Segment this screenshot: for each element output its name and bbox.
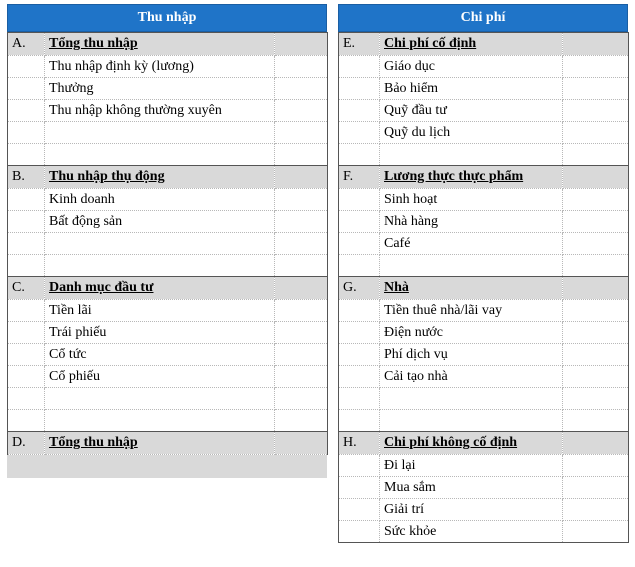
row-label-cell[interactable]: Điện nước xyxy=(380,322,563,344)
section-value-cell[interactable] xyxy=(275,432,328,455)
row-index-cell[interactable] xyxy=(8,100,45,122)
row-index-cell[interactable] xyxy=(8,189,45,211)
section-value-cell[interactable] xyxy=(275,277,328,300)
row-index-cell[interactable] xyxy=(8,322,45,344)
row-label-cell[interactable] xyxy=(45,388,275,410)
row-value-cell[interactable] xyxy=(275,344,328,366)
row-label-cell[interactable]: Sinh hoạt xyxy=(380,189,563,211)
income-panel xyxy=(7,4,327,478)
row-value-cell[interactable] xyxy=(275,189,328,211)
row-value-cell[interactable] xyxy=(563,521,629,543)
row-value-cell[interactable] xyxy=(275,366,328,388)
row-value-cell[interactable] xyxy=(563,211,629,233)
row-label-cell[interactable]: Café xyxy=(380,233,563,255)
row-label-cell[interactable]: Cải tạo nhà xyxy=(380,366,563,388)
table-row[interactable] xyxy=(339,122,629,144)
row-value-cell[interactable] xyxy=(275,211,328,233)
row-label-cell[interactable]: Mua sắm xyxy=(380,477,563,499)
row-value-cell[interactable] xyxy=(275,144,328,166)
row-label-cell[interactable]: Đi lại xyxy=(380,455,563,477)
row-value-cell[interactable] xyxy=(275,56,328,78)
section-title[interactable]: Nhà xyxy=(380,277,563,300)
row-index-cell[interactable] xyxy=(339,233,380,255)
section-title[interactable]: Tổng thu nhập xyxy=(45,33,275,56)
row-index-cell[interactable] xyxy=(339,344,380,366)
row-value-cell[interactable] xyxy=(563,388,629,410)
row-label-cell[interactable]: Thu nhập định kỳ (lương) xyxy=(45,56,275,78)
row-label-cell[interactable]: Cổ phiếu xyxy=(45,366,275,388)
row-label-cell[interactable]: Kinh doanh xyxy=(45,189,275,211)
row-value-cell[interactable] xyxy=(563,410,629,432)
row-value-cell[interactable] xyxy=(563,100,629,122)
row-label-cell[interactable]: Bất động sản xyxy=(45,211,275,233)
row-value-cell[interactable] xyxy=(275,233,328,255)
section-value-cell[interactable] xyxy=(563,166,629,189)
row-label-cell[interactable]: Tiền lãi xyxy=(45,300,275,322)
section-header-row[interactable] xyxy=(8,166,328,189)
table-row[interactable] xyxy=(339,144,629,166)
row-value-cell[interactable] xyxy=(563,477,629,499)
row-index-cell[interactable] xyxy=(339,366,380,388)
income-header: Thu nhập xyxy=(7,4,327,32)
row-label-cell[interactable] xyxy=(45,233,275,255)
row-label-cell[interactable]: Quỹ du lịch xyxy=(380,122,563,144)
section-header-row[interactable] xyxy=(8,33,328,56)
section-letter[interactable]: B. xyxy=(8,166,45,189)
row-value-cell[interactable] xyxy=(563,322,629,344)
row-label-cell[interactable] xyxy=(380,410,563,432)
row-index-cell[interactable] xyxy=(8,366,45,388)
section-letter[interactable]: A. xyxy=(8,33,45,56)
table-row[interactable] xyxy=(8,144,328,166)
row-value-cell[interactable] xyxy=(563,366,629,388)
row-label-cell[interactable]: Sức khỏe xyxy=(380,521,563,543)
section-letter[interactable]: G. xyxy=(339,277,380,300)
row-index-cell[interactable] xyxy=(339,78,380,100)
table-row[interactable] xyxy=(8,122,328,144)
table-row[interactable] xyxy=(339,344,629,366)
table-row[interactable] xyxy=(339,322,629,344)
table-row[interactable] xyxy=(8,344,328,366)
row-label-cell[interactable] xyxy=(45,410,275,432)
row-index-cell[interactable] xyxy=(8,410,45,432)
row-index-cell[interactable] xyxy=(8,255,45,277)
row-label-cell[interactable]: Cổ tức xyxy=(45,344,275,366)
section-header-row[interactable] xyxy=(339,166,629,189)
section-letter[interactable]: E. xyxy=(339,33,380,56)
row-value-cell[interactable] xyxy=(275,300,328,322)
row-value-cell[interactable] xyxy=(563,122,629,144)
row-value-cell[interactable] xyxy=(275,410,328,432)
row-label-cell[interactable]: Giải trí xyxy=(380,499,563,521)
row-value-cell[interactable] xyxy=(275,388,328,410)
table-row[interactable] xyxy=(339,388,629,410)
row-label-cell[interactable]: Thu nhập không thường xuyên xyxy=(45,100,275,122)
row-index-cell[interactable] xyxy=(339,122,380,144)
section-title[interactable]: Lương thực thực phẩm xyxy=(380,166,563,189)
row-label-cell[interactable] xyxy=(380,255,563,277)
section-letter[interactable]: F. xyxy=(339,166,380,189)
row-index-cell[interactable] xyxy=(8,388,45,410)
row-index-cell[interactable] xyxy=(339,100,380,122)
section-value-cell[interactable] xyxy=(275,166,328,189)
expense-header: Chi phí xyxy=(338,4,628,32)
row-index-cell[interactable] xyxy=(339,499,380,521)
row-index-cell[interactable] xyxy=(339,477,380,499)
row-index-cell[interactable] xyxy=(339,144,380,166)
row-value-cell[interactable] xyxy=(563,455,629,477)
row-index-cell[interactable] xyxy=(8,233,45,255)
row-label-cell[interactable] xyxy=(380,388,563,410)
table-row[interactable] xyxy=(339,211,629,233)
row-label-cell[interactable]: Phí dịch vụ xyxy=(380,344,563,366)
table-row[interactable] xyxy=(8,322,328,344)
section-value-cell[interactable] xyxy=(563,277,629,300)
section-header-row[interactable] xyxy=(339,33,629,56)
row-index-cell[interactable] xyxy=(339,410,380,432)
table-row[interactable] xyxy=(8,100,328,122)
row-label-cell[interactable] xyxy=(45,144,275,166)
section-value-cell[interactable] xyxy=(563,432,629,455)
row-label-cell[interactable] xyxy=(45,122,275,144)
row-value-cell[interactable] xyxy=(275,322,328,344)
row-index-cell[interactable] xyxy=(339,455,380,477)
income-footer-bar xyxy=(7,455,327,478)
table-row[interactable] xyxy=(339,366,629,388)
row-value-cell[interactable] xyxy=(563,300,629,322)
row-label-cell[interactable]: Bảo hiểm xyxy=(380,78,563,100)
section-value-cell[interactable] xyxy=(563,33,629,56)
row-index-cell[interactable] xyxy=(339,521,380,543)
table-row[interactable] xyxy=(339,300,629,322)
income-table xyxy=(7,32,328,455)
expense-panel xyxy=(338,4,628,543)
table-row[interactable] xyxy=(339,455,629,477)
row-index-cell[interactable] xyxy=(339,322,380,344)
table-row[interactable] xyxy=(8,233,328,255)
row-label-cell[interactable] xyxy=(45,255,275,277)
table-row[interactable] xyxy=(8,300,328,322)
row-index-cell[interactable] xyxy=(339,56,380,78)
row-label-cell[interactable] xyxy=(380,144,563,166)
section-letter[interactable]: D. xyxy=(8,432,45,455)
table-row[interactable] xyxy=(339,78,629,100)
table-row[interactable] xyxy=(339,56,629,78)
table-row[interactable] xyxy=(8,410,328,432)
row-value-cell[interactable] xyxy=(563,78,629,100)
table-row[interactable] xyxy=(339,255,629,277)
table-row[interactable] xyxy=(339,477,629,499)
table-row[interactable] xyxy=(339,189,629,211)
row-value-cell[interactable] xyxy=(563,56,629,78)
row-index-cell[interactable] xyxy=(339,388,380,410)
row-value-cell[interactable] xyxy=(563,344,629,366)
section-header-row[interactable] xyxy=(8,432,328,455)
table-row[interactable] xyxy=(8,255,328,277)
row-value-cell[interactable] xyxy=(563,233,629,255)
table-row[interactable] xyxy=(339,499,629,521)
row-index-cell[interactable] xyxy=(8,211,45,233)
section-title[interactable]: Tổng thu nhập xyxy=(45,432,275,455)
row-index-cell[interactable] xyxy=(339,189,380,211)
row-index-cell[interactable] xyxy=(339,300,380,322)
row-label-cell[interactable]: Tiền thuê nhà/lãi vay xyxy=(380,300,563,322)
section-title[interactable]: Chi phí không cố định xyxy=(380,432,563,455)
section-header-row[interactable] xyxy=(339,277,629,300)
row-label-cell[interactable]: Giáo dục xyxy=(380,56,563,78)
row-value-cell[interactable] xyxy=(275,78,328,100)
row-value-cell[interactable] xyxy=(275,122,328,144)
row-index-cell[interactable] xyxy=(8,78,45,100)
section-letter[interactable]: C. xyxy=(8,277,45,300)
table-row[interactable] xyxy=(8,211,328,233)
expense-table xyxy=(338,32,629,543)
table-row[interactable] xyxy=(8,366,328,388)
table-row[interactable] xyxy=(339,521,629,543)
section-title[interactable]: Danh mục đầu tư xyxy=(45,277,275,300)
row-index-cell[interactable] xyxy=(8,56,45,78)
section-letter[interactable]: H. xyxy=(339,432,380,455)
row-label-cell[interactable]: Thưởng xyxy=(45,78,275,100)
row-index-cell[interactable] xyxy=(8,344,45,366)
table-row[interactable] xyxy=(339,410,629,432)
table-row[interactable] xyxy=(8,388,328,410)
row-label-cell[interactable]: Nhà hàng xyxy=(380,211,563,233)
table-row[interactable] xyxy=(339,233,629,255)
row-value-cell[interactable] xyxy=(563,255,629,277)
table-row[interactable] xyxy=(339,100,629,122)
section-header-row[interactable] xyxy=(339,432,629,455)
row-label-cell[interactable]: Quỹ đầu tư xyxy=(380,100,563,122)
row-value-cell[interactable] xyxy=(275,255,328,277)
row-index-cell[interactable] xyxy=(339,211,380,233)
section-header-row[interactable] xyxy=(8,277,328,300)
row-label-cell[interactable]: Trái phiếu xyxy=(45,322,275,344)
row-index-cell[interactable] xyxy=(339,255,380,277)
section-title[interactable]: Thu nhập thụ động xyxy=(45,166,275,189)
table-row[interactable] xyxy=(8,56,328,78)
row-index-cell[interactable] xyxy=(8,122,45,144)
row-value-cell[interactable] xyxy=(563,144,629,166)
section-value-cell[interactable] xyxy=(275,33,328,56)
row-value-cell[interactable] xyxy=(563,499,629,521)
row-value-cell[interactable] xyxy=(275,100,328,122)
row-index-cell[interactable] xyxy=(8,144,45,166)
table-row[interactable] xyxy=(8,78,328,100)
row-index-cell[interactable] xyxy=(8,300,45,322)
section-title[interactable]: Chi phí cố định xyxy=(380,33,563,56)
row-value-cell[interactable] xyxy=(563,189,629,211)
table-row[interactable] xyxy=(8,189,328,211)
